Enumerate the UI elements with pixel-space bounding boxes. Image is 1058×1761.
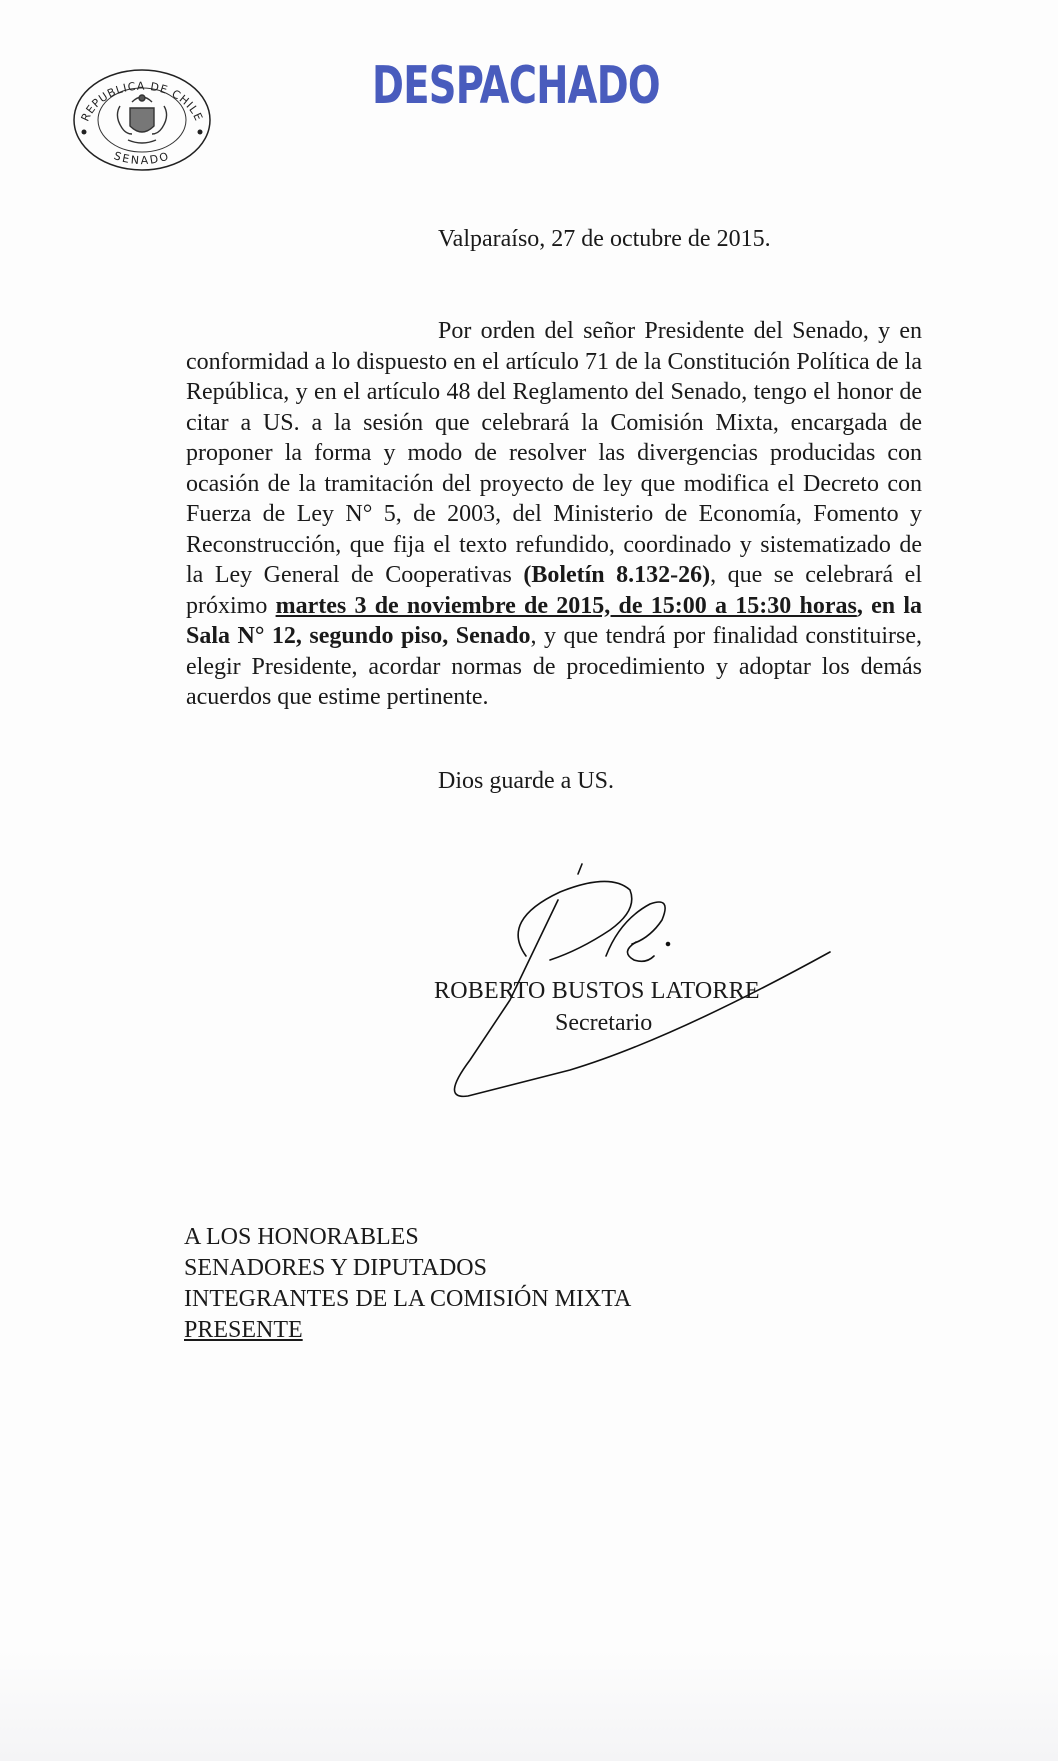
addressee-line-2: SENADORES Y DIPUTADOS xyxy=(184,1255,487,1281)
scan-shadow xyxy=(0,1650,1058,1761)
body-text-part-4: , y que tendrá por finalidad constituirse, elegir Presidente, acordar normas de procedimiento y adoptar los demás acuerdos que estime pertinente. xyxy=(186,623,923,710)
signatory-name: ROBERTO BUSTOS LATORRE xyxy=(434,978,760,1004)
letter-body xyxy=(186,316,922,713)
body-text-part-3: , xyxy=(856,592,872,619)
senate-seal xyxy=(62,60,222,180)
body-text-part-1: Por orden del señor Presidente del Senado, y en conformidad a lo dispuesto en el artículo 71 de la Constitución Política de la República, y en el artículo 48 del Reglamento del Senado, tengo el honor de citar a US. a la sesión que celebrará la Comisión Mixta, encargada de proponer la forma y modo de resolver las divergencias producidas con ocasión de la tramitación del proyecto de ley que modifica el Decreto con Fuerza de Ley N° 5, de 2003, del Ministerio de Economía, Fomento y Reconstrucción, que fija el texto refundido, coordinado y sistematizado de la Ley General de Cooperativas xyxy=(186,318,922,588)
svg-text:SENADO: SENADO xyxy=(112,149,172,168)
addressee-line-1: A LOS HONORABLES xyxy=(184,1224,419,1250)
boletin-reference: (Boletín 8.132-26) xyxy=(523,562,711,588)
despachado-stamp: DESPACHADO xyxy=(372,56,660,116)
session-date-time: martes 3 de noviembre de 2015, de 15:00 a 15:30 horas xyxy=(275,592,857,619)
svg-text:REPUBLICA DE CHILE: REPUBLICA DE CHILE xyxy=(78,79,206,124)
addressee-line-4: PRESENTE xyxy=(184,1317,303,1343)
session-location: en la Sala N° 12, segundo piso, Senado xyxy=(186,592,923,649)
handwritten-signature xyxy=(410,860,850,1110)
signatory-title: Secretario xyxy=(555,1010,653,1036)
addressee-block xyxy=(184,1222,631,1346)
body-text-part-2: , que se celebrará el próximo xyxy=(186,562,922,619)
coat-of-arms-icon xyxy=(117,95,166,143)
addressee-line-3: INTEGRANTES DE LA COMISIÓN MIXTA xyxy=(184,1286,632,1312)
date-line: Valparaíso, 27 de octubre de 2015. xyxy=(438,226,771,252)
closing-salutation: Dios guarde a US. xyxy=(438,768,614,794)
